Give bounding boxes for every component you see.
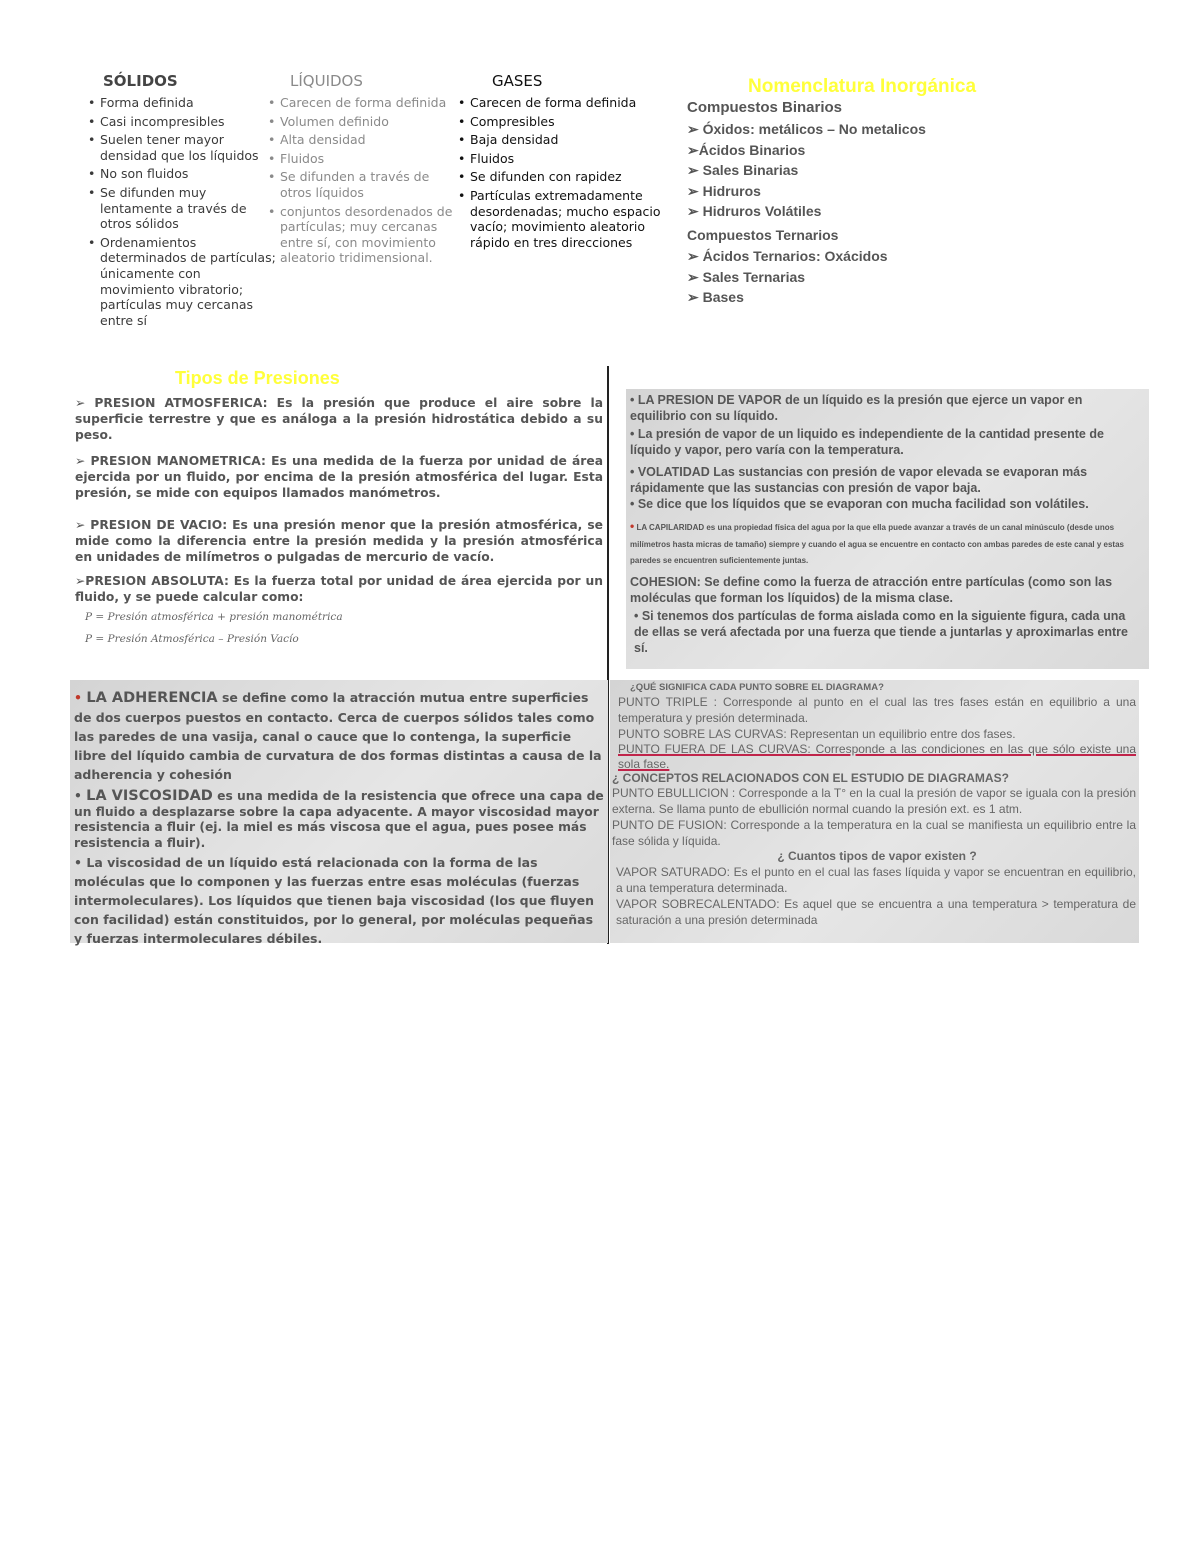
conceptos-question: ¿ CONCEPTOS RELACIONADOS CON EL ESTUDIO DE DIAGRAMAS? xyxy=(612,771,1009,785)
list-item: • Volumen definido xyxy=(268,114,453,130)
list-item: ➢ Sales Binarias xyxy=(687,162,799,178)
punto-fusion: PUNTO DE FUSION: Corresponde a la temperatura en la cual se manifiesta un equilibrio entre la fase sólida y líquida. xyxy=(612,818,1136,848)
diagrama-panel-text xyxy=(612,681,1136,928)
list-item: • Se difunden con rapidez xyxy=(458,169,668,185)
presiones-body xyxy=(75,395,603,645)
punto-ebullicion: PUNTO EBULLICION : Corresponde a la T° en la cual la presión de vapor se iguala con la presión externa. Se llama punto de ebullición normal cuando la presión ext. es 1 atm. xyxy=(612,786,1136,816)
list-item: • conjuntos desordenados de partículas; muy cercanas entre sí, con movimiento aleatorio tridimensional. xyxy=(268,204,453,266)
punto-curvas: PUNTO SOBRE LAS CURVAS: Representan un equilibrio entre dos fases. xyxy=(618,727,1016,741)
particulas: • Si tenemos dos partículas de forma aislada como en la siguiente figura, cada una de ellas se verá afectada por una fuerza que tiende a juntarlas y aproximarlas entre sí. xyxy=(634,608,1128,655)
list-item: • Se difunden a través de otros líquidos xyxy=(268,169,453,200)
list-item: • Baja densidad xyxy=(458,132,668,148)
adherencia-panel-text xyxy=(74,688,604,948)
viscosidad-title: LA VISCOSIDAD xyxy=(86,788,213,804)
cohesion: COHESION: Se define como la fuerza de atracción entre partículas (como son las moléculas que forman los líquidos) de la misma clase. xyxy=(630,574,1113,605)
diagrama-question: ¿QUÉ SIGNIFICA CADA PUNTO SOBRE EL DIAGRAMA? xyxy=(630,682,884,693)
viscosidad xyxy=(74,789,604,851)
list-item: ➢ Ácidos Ternarios: Oxácidos xyxy=(687,248,888,264)
viscosidad-bullet: • xyxy=(74,789,82,803)
capilaridad xyxy=(630,518,1142,570)
list-item: ➢Ácidos Binarios xyxy=(687,141,806,158)
gases-heading: GASES xyxy=(492,72,543,90)
list-item: ➢ Hidruros Volátiles xyxy=(687,203,822,219)
list-item: ➢ Bases xyxy=(687,289,744,305)
list-item: • Compresibles xyxy=(458,114,668,130)
solidos-list xyxy=(88,95,278,331)
list-item: • Se difunden muy lentamente a través de otros sólidos xyxy=(88,185,278,232)
formula-absoluta-vacio: P = Presión Atmosférica – Presión Vacío xyxy=(85,633,299,645)
liquidos-heading: LÍQUIDOS xyxy=(290,72,363,90)
list-item: • Casi incompresibles xyxy=(88,114,278,130)
vapor-panel-text xyxy=(630,392,1142,656)
list-item: • Partículas extremadamente desordenadas; mucho espacio vacío; movimiento aleatorio rápido en tres direcciones xyxy=(458,188,668,250)
adherencia-bullet: • xyxy=(74,690,82,705)
viscosidad-moleculas xyxy=(74,853,604,948)
gases-list xyxy=(458,95,668,253)
ternarios-heading: Compuestos Ternarios xyxy=(687,227,839,243)
presion-vacio: ➢ PRESION DE VACIO: Es una presión menor que la presión atmosférica, se mide como la diferencia entre la presión medida y la presión atmosférica en unidades de milímetros o pulgadas de mercurio de vacío. xyxy=(75,518,603,564)
viscosidad-text: es una medida de la resistencia que ofrece una capa de un fluido a desplazarse sobre la capa adyacente. A mayor viscosidad mayor resistencia a fluir (ej. la miel es más viscosa que el agua, pues posee más resistencia a fluir). xyxy=(74,789,604,850)
viscosidad-moleculas-text: La viscosidad de un líquido está relacionada con la forma de las moléculas que lo componen y las fuerzas entre esas moléculas (fuerzas intermoleculares). Los líquidos que tienen baja viscosidad (los que fluyen con facilidad) están constituidos, por lo general, por moléculas pequeñas y fuerzas intermoleculares débiles. xyxy=(74,855,594,946)
list-item: • No son fluidos xyxy=(88,166,278,182)
list-item: ➢ Hidruros xyxy=(687,182,761,199)
liquidos-list xyxy=(268,95,453,269)
list-item: • Forma definida xyxy=(88,95,278,111)
presion-atmosferica: ➢ PRESION ATMOSFERICA: Es la presión que produce el aire sobre la superficie terrestre y que es análoga a la presión hidrostática debido a su peso. xyxy=(75,396,603,442)
presion-vapor-indep: • La presión de vapor de un liquido es independiente de la cantidad presente de líquido y vapor, pero varía con la temperatura. xyxy=(630,427,1104,457)
binarios-heading: Compuestos Binarios xyxy=(687,99,843,116)
nomenclatura-title: Nomenclatura Inorgánica xyxy=(748,76,977,97)
volatiles: • Se dice que los líquidos que se evaporan con mucha facilidad son volátiles. xyxy=(630,497,1089,511)
formula-absoluta-manometrica: P = Presión atmosférica + presión manométrica xyxy=(85,611,343,623)
adherencia-title: LA ADHERENCIA xyxy=(86,690,218,706)
presion-manometrica: ➢ PRESION MANOMETRICA: Es una medida de la fuerza por unidad de área ejercida por un fluido, por encima de la presión atmosférica del lugar. Esta presión, se mide con equipos llamados manómetros. xyxy=(75,454,603,500)
capilaridad-text: LA CAPILARIDAD es una propiedad física del agua por la que ella puede avanzar a través de un canal minúsculo (desde unos milímetros hasta micras de tamaño) siempre y cuando el agua se encuentre en contacto con ambas paredes de este canal y estas paredes se encuentren suficientemente juntas. xyxy=(630,523,1124,565)
list-item: ➢ Sales Ternarias xyxy=(687,268,806,285)
binarios-list xyxy=(687,119,987,222)
presiones-title: Tipos de Presiones xyxy=(175,368,340,388)
list-item: • Alta densidad xyxy=(268,132,453,148)
adherencia xyxy=(74,688,604,784)
list-item: • Suelen tener mayor densidad que los líquidos xyxy=(88,132,278,163)
viscosidad-moleculas-bullet: • xyxy=(74,855,82,870)
vapor-sobrecalentado: VAPOR SOBRECALENTADO: Es aquel que se encuentra a una temperatura > temperatura de saturación a una presión determinada xyxy=(616,897,1136,927)
punto-triple: PUNTO TRIPLE : Corresponde al punto en el cual las tres fases están en equilibrio a una temperatura y presión determinada. xyxy=(618,695,1136,725)
capilaridad-bullet: • xyxy=(630,519,635,533)
list-item: ➢ Óxidos: metálicos – No metalicos xyxy=(687,121,926,137)
adherencia-text: se define como la atracción mutua entre superficies de dos cuerpos puestos en contacto. Cerca de cuerpos sólidos tales como las paredes de una vasija, canal o cauce que lo contenga, la superficie libre del líquido cambia de curvatura de dos formas distintas a causa de la adherencia y cohesión xyxy=(74,690,602,782)
list-item: • Carecen de forma definida xyxy=(458,95,668,111)
volatilidad: • VOLATIDAD Las sustancias con presión de vapor elevada se evaporan más rápidamente que las sustancias con presión de vapor baja. xyxy=(630,465,1088,495)
ternarios-list xyxy=(687,246,987,308)
list-item: • Fluidos xyxy=(458,151,668,167)
presion-vapor-def: • LA PRESION DE VAPOR de un líquido es la presión que ejerce un vapor en equilibrio con su líquido. xyxy=(630,393,1083,423)
punto-fuera-text: PUNTO FUERA DE LAS CURVAS: Corresponde a las condiciones en las que sólo existe una sola fase. xyxy=(618,742,1136,771)
punto-fuera xyxy=(612,742,1136,772)
presion-absoluta: ➢PRESION ABSOLUTA: Es la fuerza total por unidad de área ejercida por un fluido, y se puede calcular como: xyxy=(75,574,603,604)
list-item: • Carecen de forma definida xyxy=(268,95,453,111)
list-item: • Ordenamientos determinados de partículas; únicamente con movimiento vibratorio; partículas muy cercanas entre sí xyxy=(88,235,278,329)
list-item: • Fluidos xyxy=(268,151,453,167)
tipos-vapor-question: ¿ Cuantos tipos de vapor existen ? xyxy=(777,849,977,863)
solidos-heading: SÓLIDOS xyxy=(103,72,178,90)
vapor-saturado: VAPOR SATURADO: Es el punto en el cual las fases líquida y vapor se encuentran en equilibrio, a una temperatura determinada. xyxy=(616,865,1136,895)
